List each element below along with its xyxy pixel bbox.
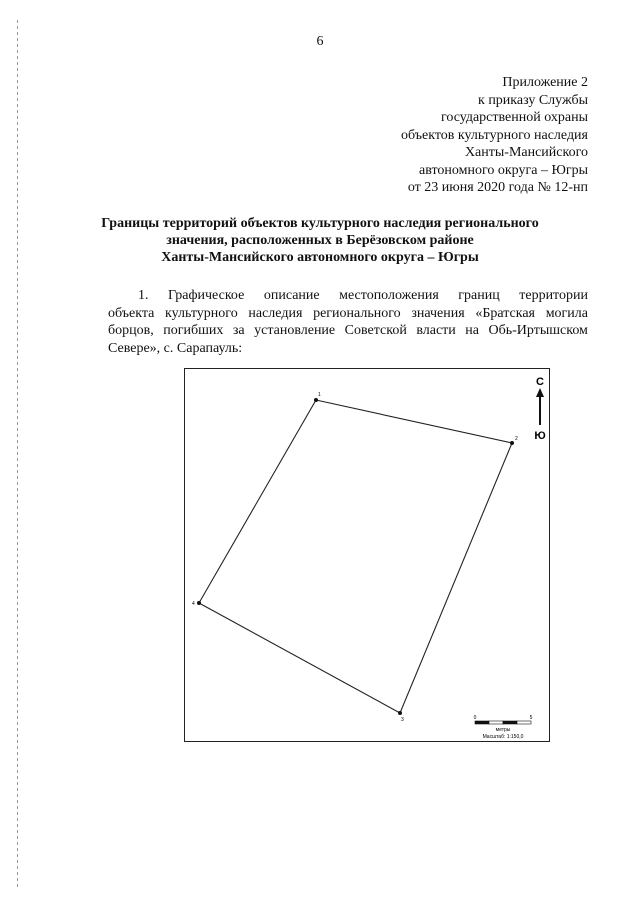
word: власти (416, 323, 456, 338)
scale-start-label: 0 (473, 715, 477, 721)
appendix-line: Приложение 2 (502, 75, 588, 90)
word: культурного (165, 305, 238, 321)
scale-bar-segment-light (517, 721, 531, 724)
boundary-point-2 (510, 441, 514, 445)
compass-arrow-head-icon (536, 388, 544, 397)
word: установление (254, 323, 336, 338)
point-label-3: 3 (401, 717, 404, 723)
paragraph-line-1 (108, 287, 588, 305)
scale-unit-label: метры (495, 727, 511, 733)
appendix-line: объектов культурного наследия (400, 127, 588, 143)
boundary-point-3 (398, 711, 402, 715)
word: за (232, 323, 245, 338)
word: погибших (163, 323, 224, 338)
appendix-line: Ханты-Мансийского (464, 145, 588, 160)
title-line: Границы территорий объектов культурного наследия регионального (101, 216, 539, 231)
scale-bar (474, 715, 533, 740)
word: местоположения (339, 288, 439, 303)
compass-north-label: С (536, 376, 544, 388)
scale-bar-segment-dark (475, 721, 489, 724)
word: границ (458, 288, 500, 303)
title-line: Ханты-Мансийского автономного округа – Югры (161, 250, 479, 265)
left-margin-mark (17, 20, 18, 890)
scale-bar-segment-light (489, 721, 503, 724)
word: территории (519, 288, 588, 303)
scale-bar-segment-dark (503, 721, 517, 724)
appendix-header (288, 74, 588, 197)
word: регионального (313, 305, 401, 321)
word: Обь-Иртышском (488, 323, 588, 338)
appendix-line: от 23 июня 2020 года № 12-нп (407, 180, 588, 195)
word: на (465, 323, 479, 338)
document-title (90, 215, 550, 266)
boundary-point-1 (314, 398, 318, 402)
word: значения (411, 305, 465, 321)
word: Советской (344, 323, 407, 338)
word: борцов, (108, 323, 154, 338)
word: могила (545, 305, 588, 321)
scale-ratio-label: Масштаб: 1:150,0 (482, 734, 524, 740)
word: объекта (108, 305, 155, 321)
appendix-line: автономного округа – Югры (419, 162, 588, 178)
appendix-line: к приказу Службы (478, 92, 588, 108)
compass-rose (534, 376, 545, 442)
point-label-4: 4 (192, 601, 195, 607)
word: наследия (248, 305, 303, 321)
point-label-1: 1 (318, 392, 321, 398)
word: Графическое (168, 288, 245, 303)
paragraph-line-4: Севере», с. Сарапауль: (108, 340, 243, 356)
compass-south-label: Ю (534, 430, 546, 442)
description-paragraph (108, 287, 588, 357)
boundary-map (184, 368, 550, 742)
boundary-polygon (199, 400, 512, 713)
word: «Братская (475, 305, 535, 321)
point-label-2: 2 (515, 436, 518, 442)
paragraph-line-2 (108, 305, 588, 323)
appendix-line: государственной охраны (440, 110, 588, 125)
page-number: 6 (316, 34, 324, 49)
scale-end-label: 5 (529, 715, 533, 721)
word: описание (263, 288, 320, 303)
boundary-point-4 (197, 601, 201, 605)
paragraph-line-3 (108, 322, 588, 340)
word: 1. (138, 288, 149, 303)
boundary-map-drawing (185, 369, 551, 743)
title-line: значения, расположенных в Берёзовском районе (166, 233, 474, 248)
